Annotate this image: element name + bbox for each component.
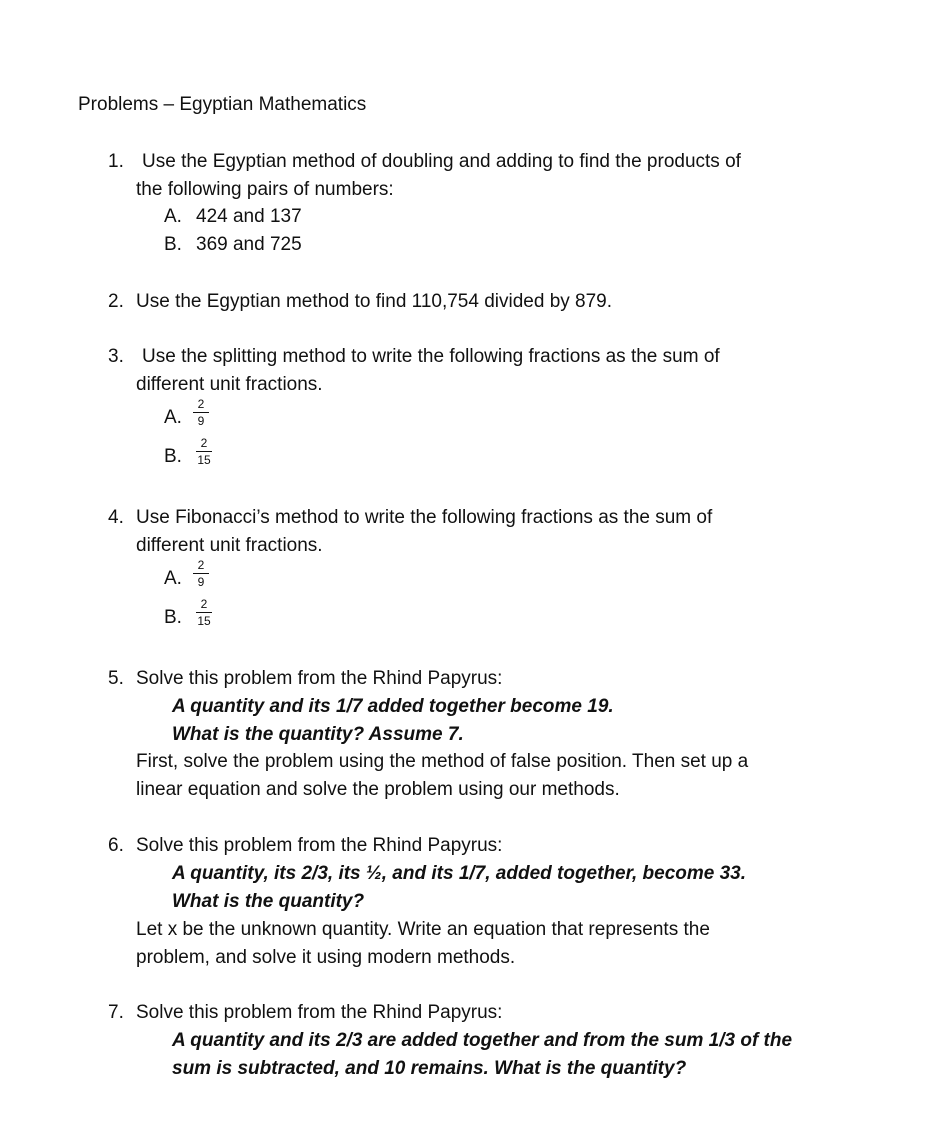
problem-5-followup-1: First, solve the problem using the method of false position. Then set up a <box>136 751 749 772</box>
problem-4-line-1: Use Fibonacci’s method to write the following fractions as the sum of <box>136 507 713 528</box>
problem-1-option-b-label: B. <box>164 234 182 255</box>
fraction-bar <box>196 612 212 613</box>
fraction-numerator: 2 <box>200 597 208 611</box>
fraction-bar <box>193 412 209 413</box>
fraction-numerator: 2 <box>200 436 208 450</box>
problem-6-quote-1: A quantity, its 2/3, its ½, and its 1/7, added together, become 33. <box>172 863 747 884</box>
problem-6-followup-1: Let x be the unknown quantity. Write an equation that represents the <box>136 919 710 940</box>
fraction-bar <box>193 573 209 574</box>
problem-5-followup-2: linear equation and solve the problem using our methods. <box>136 779 620 800</box>
problem-1-option-a-text: 424 and 137 <box>196 206 302 227</box>
problem-4-line-2: different unit fractions. <box>136 535 323 556</box>
problem-3-number: 3. <box>108 346 124 367</box>
problem-7-line-1: Solve this problem from the Rhind Papyrus: <box>136 1002 503 1023</box>
problem-1-option-a-label: A. <box>164 206 182 227</box>
problem-4-option-b-label: B. <box>164 607 182 628</box>
problem-5-line-1: Solve this problem from the Rhind Papyrus: <box>136 668 503 689</box>
problem-1-line-2: the following pairs of numbers: <box>136 179 394 200</box>
problem-4-number: 4. <box>108 507 124 528</box>
problem-7-quote-2: sum is subtracted, and 10 remains. What is the quantity? <box>172 1058 687 1079</box>
problem-2-line-1: Use the Egyptian method to find 110,754 divided by 879. <box>136 291 613 312</box>
problem-1-option-b-text: 369 and 725 <box>196 234 302 255</box>
problem-3-line-2: different unit fractions. <box>136 374 323 395</box>
problem-5-quote-2: What is the quantity? Assume 7. <box>172 724 464 745</box>
fraction-numerator: 2 <box>197 397 205 411</box>
problem-3-option-a-fraction <box>190 398 212 427</box>
problem-4-option-a-label: A. <box>164 568 182 589</box>
problem-4-option-b-fraction <box>193 598 215 627</box>
fraction-bar <box>196 451 212 452</box>
problem-2-number: 2. <box>108 291 124 312</box>
problem-1-number: 1. <box>108 151 124 172</box>
problem-6-number: 6. <box>108 835 124 856</box>
problem-3-option-b-fraction <box>193 437 215 466</box>
problem-3-option-a-label: A. <box>164 407 182 428</box>
problem-7-quote-1: A quantity and its 2/3 are added together and from the sum 1/3 of the <box>172 1030 793 1051</box>
fraction-denominator: 15 <box>197 614 211 628</box>
fraction-denominator: 9 <box>197 414 205 428</box>
page-title: Problems – Egyptian Mathematics <box>78 94 367 115</box>
problem-6-followup-2: problem, and solve it using modern methods. <box>136 947 516 968</box>
problem-5-number: 5. <box>108 668 124 689</box>
problem-7-number: 7. <box>108 1002 124 1023</box>
problem-5-quote-1: A quantity and its 1/7 added together become 19. <box>172 696 614 717</box>
fraction-denominator: 15 <box>197 453 211 467</box>
fraction-denominator: 9 <box>197 575 205 589</box>
problem-4-option-a-fraction <box>190 559 212 588</box>
problem-6-line-1: Solve this problem from the Rhind Papyrus: <box>136 835 503 856</box>
problem-6-quote-2: What is the quantity? <box>172 891 365 912</box>
fraction-numerator: 2 <box>197 558 205 572</box>
problem-3-line-1: Use the splitting method to write the following fractions as the sum of <box>142 346 720 367</box>
problem-1-line-1: Use the Egyptian method of doubling and adding to find the products of <box>142 151 741 172</box>
problem-3-option-b-label: B. <box>164 446 182 467</box>
